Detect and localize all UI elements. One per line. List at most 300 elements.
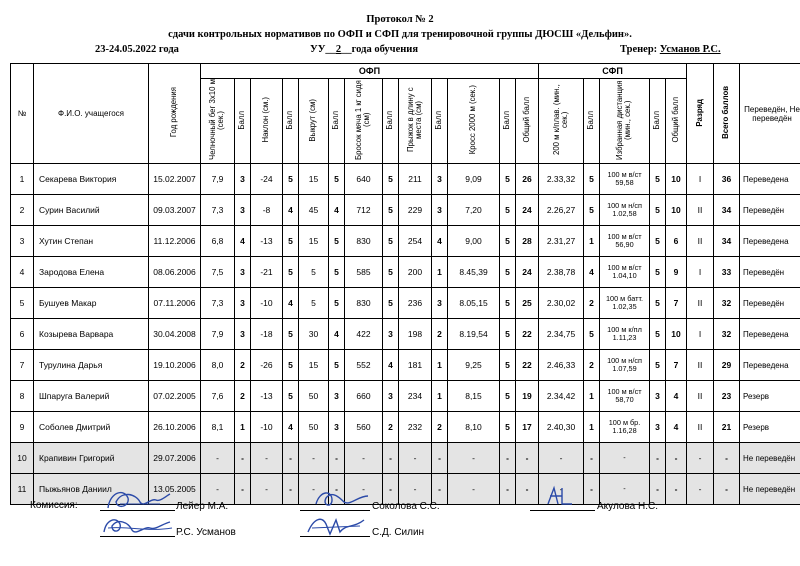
signature-2 <box>98 510 178 540</box>
jump-up-value: - <box>299 443 329 474</box>
all-points: 21 <box>714 412 740 443</box>
swim200-value: 2.38,78 <box>539 257 584 288</box>
throw-score: 2 <box>383 412 399 443</box>
throw-value: 830 <box>345 288 383 319</box>
swim200-value: 2.40,30 <box>539 412 584 443</box>
col-score: Балл <box>235 79 251 164</box>
cross-score: - <box>500 474 516 505</box>
sfp-total: 10 <box>666 195 687 226</box>
shuttle-value: - <box>201 474 235 505</box>
sfp-total: 6 <box>666 226 687 257</box>
student-name: Зародова Елена <box>34 257 149 288</box>
rank: - <box>687 443 714 474</box>
long-jump-score: 3 <box>432 288 448 319</box>
jump-up-score: 4 <box>329 195 345 226</box>
throw-value: 712 <box>345 195 383 226</box>
student-name: Бушуев Макар <box>34 288 149 319</box>
shuttle-value: 6,8 <box>201 226 235 257</box>
rank: II <box>687 288 714 319</box>
commission-member-1: Лейер М.А. <box>176 501 229 512</box>
rank: II <box>687 381 714 412</box>
jump-up-score: 3 <box>329 381 345 412</box>
swim200-value: 2.30,02 <box>539 288 584 319</box>
table-row <box>11 257 800 288</box>
jump-up-value: 45 <box>299 195 329 226</box>
rank: II <box>687 226 714 257</box>
swim200-score: 5 <box>584 195 600 226</box>
signature-5 <box>540 482 580 510</box>
col-birth: Год рождения <box>149 64 201 164</box>
bend-score: 4 <box>283 412 299 443</box>
jump-up-value: 30 <box>299 319 329 350</box>
col-chosen: Избранная дистанция (мин., сек.) <box>600 79 650 164</box>
jump-up-value: 50 <box>299 381 329 412</box>
chosen-distance: - <box>600 474 650 505</box>
jump-up-value: 5 <box>299 288 329 319</box>
table-row <box>11 443 800 474</box>
row-num: 11 <box>11 474 34 505</box>
all-points: 34 <box>714 195 740 226</box>
shuttle-score: 3 <box>235 164 251 195</box>
bend-value: - <box>251 443 283 474</box>
transfer-status: Резерв <box>740 381 800 412</box>
col-score: Балл <box>584 79 600 164</box>
jump-up-score: 4 <box>329 319 345 350</box>
transfer-status: Резерв <box>740 412 800 443</box>
throw-value: 422 <box>345 319 383 350</box>
sfp-total: 9 <box>666 257 687 288</box>
cross-value: 8.19,54 <box>448 319 500 350</box>
table-row <box>11 319 800 350</box>
swim200-value: 2.46,33 <box>539 350 584 381</box>
sfp-group: СФП <box>539 64 687 79</box>
all-points: 34 <box>714 226 740 257</box>
col-score: Балл <box>432 79 448 164</box>
sfp-total: - <box>666 443 687 474</box>
long-jump-score: 1 <box>432 350 448 381</box>
row-num: 4 <box>11 257 34 288</box>
transfer-status: Не переведён <box>740 474 800 505</box>
commission-member-2: Р.С. Усманов <box>176 527 236 538</box>
chosen-distance: 100 м в/ст 59,58 <box>600 164 650 195</box>
cross-score: 5 <box>500 381 516 412</box>
cross-score: 5 <box>500 319 516 350</box>
jump-up-score: 5 <box>329 288 345 319</box>
chosen-distance: 100 м н/сп 1.02,58 <box>600 195 650 226</box>
swim200-score: - <box>584 474 600 505</box>
chosen-distance: 100 м в/ст 56,90 <box>600 226 650 257</box>
ofp-group: ОФП <box>201 64 539 79</box>
col-sfp-total: Общий балл <box>666 79 687 164</box>
throw-score: 5 <box>383 164 399 195</box>
bend-score: - <box>283 443 299 474</box>
chosen-distance: 100 м батт. 1.02,35 <box>600 288 650 319</box>
throw-value: 552 <box>345 350 383 381</box>
transfer-status: Переведена <box>740 226 800 257</box>
col-swim200: 200 м к/плав. (мин., сек.) <box>539 79 584 164</box>
bend-value: -13 <box>251 381 283 412</box>
cross-score: 5 <box>500 412 516 443</box>
col-throw: Бросок мяча 1 кг сидя (см) <box>345 79 383 164</box>
student-name: Козырева Варвара <box>34 319 149 350</box>
commission-member-4: С.Д. Силин <box>372 527 425 538</box>
swim200-score: 2 <box>584 288 600 319</box>
sfp-total: - <box>666 474 687 505</box>
table-row <box>11 412 800 443</box>
col-score: Балл <box>283 79 299 164</box>
long-jump-score: - <box>432 474 448 505</box>
sfp-total: 7 <box>666 350 687 381</box>
ofp-total: - <box>516 443 539 474</box>
throw-score: 5 <box>383 288 399 319</box>
swim200-score: 5 <box>584 164 600 195</box>
long-jump-score: 1 <box>432 257 448 288</box>
chosen-distance: 100 м к/пл 1.11,23 <box>600 319 650 350</box>
throw-value: 830 <box>345 226 383 257</box>
cross-value: 9,09 <box>448 164 500 195</box>
long-jump-score: 4 <box>432 226 448 257</box>
all-points: 32 <box>714 319 740 350</box>
cross-value: 9,25 <box>448 350 500 381</box>
all-points: - <box>714 474 740 505</box>
throw-score: - <box>383 474 399 505</box>
shuttle-value: - <box>201 443 235 474</box>
throw-score: - <box>383 443 399 474</box>
jump-up-score: - <box>329 443 345 474</box>
cross-value: 8.05,15 <box>448 288 500 319</box>
bend-value: -21 <box>251 257 283 288</box>
jump-up-score: 5 <box>329 350 345 381</box>
shuttle-score: - <box>235 474 251 505</box>
jump-up-value: 15 <box>299 164 329 195</box>
chosen-score: 3 <box>650 412 666 443</box>
swim200-value: 2.34,75 <box>539 319 584 350</box>
table-row <box>11 195 800 226</box>
col-jump-up: Выкрут (см) <box>299 79 329 164</box>
shuttle-score: 2 <box>235 350 251 381</box>
ofp-total: 22 <box>516 350 539 381</box>
bend-value: -26 <box>251 350 283 381</box>
swim200-score: 2 <box>584 350 600 381</box>
transfer-status: Переведена <box>740 350 800 381</box>
birth-date: 26.10.2006 <box>149 412 201 443</box>
transfer-status: Переведён <box>740 288 800 319</box>
birth-date: 29.07.2006 <box>149 443 201 474</box>
row-num: 8 <box>11 381 34 412</box>
student-name: Крапивин Григорий <box>34 443 149 474</box>
shuttle-score: 3 <box>235 319 251 350</box>
row-num: 6 <box>11 319 34 350</box>
col-all-points: Всего баллов <box>714 64 740 164</box>
student-name: Секарева Виктория <box>34 164 149 195</box>
chosen-score: - <box>650 443 666 474</box>
row-num: 5 <box>11 288 34 319</box>
jump-up-value: 15 <box>299 226 329 257</box>
transfer-status: Переведён <box>740 257 800 288</box>
jump-up-value: 15 <box>299 350 329 381</box>
chosen-score: 5 <box>650 164 666 195</box>
commission-member-3: Соколова С.С. <box>372 501 440 512</box>
table-row <box>11 226 800 257</box>
jump-up-score: - <box>329 474 345 505</box>
rank: - <box>687 474 714 505</box>
shuttle-score: 3 <box>235 257 251 288</box>
jump-up-score: 5 <box>329 257 345 288</box>
cross-score: 5 <box>500 350 516 381</box>
long-jump-value: 234 <box>399 381 432 412</box>
ofp-total: 17 <box>516 412 539 443</box>
student-name: Шпаруга Валерий <box>34 381 149 412</box>
shuttle-value: 7,5 <box>201 257 235 288</box>
col-bend: Наклон (см.) <box>251 79 283 164</box>
ofp-total: 25 <box>516 288 539 319</box>
bend-score: 5 <box>283 350 299 381</box>
shuttle-value: 8,1 <box>201 412 235 443</box>
ofp-total: 24 <box>516 195 539 226</box>
bend-score: 5 <box>283 164 299 195</box>
signature-line-5 <box>530 510 595 511</box>
row-num: 1 <box>11 164 34 195</box>
commission-label: Комиссия: <box>30 500 78 511</box>
cross-value: 7,20 <box>448 195 500 226</box>
col-rank: Разряд <box>687 64 714 164</box>
ofp-total: 26 <box>516 164 539 195</box>
swim200-score: 1 <box>584 226 600 257</box>
throw-score: 5 <box>383 257 399 288</box>
cross-value: 9,00 <box>448 226 500 257</box>
signature-4 <box>302 510 370 540</box>
student-name: Сурин Василий <box>34 195 149 226</box>
long-jump-value: 254 <box>399 226 432 257</box>
birth-date: 30.04.2008 <box>149 319 201 350</box>
bend-score: - <box>283 474 299 505</box>
all-points: - <box>714 443 740 474</box>
ofp-total: 28 <box>516 226 539 257</box>
col-score: Балл <box>500 79 516 164</box>
student-name: Турулина Дарья <box>34 350 149 381</box>
bend-score: 4 <box>283 195 299 226</box>
col-num: № <box>11 64 34 164</box>
bend-score: 5 <box>283 226 299 257</box>
cross-score: 5 <box>500 195 516 226</box>
row-num: 2 <box>11 195 34 226</box>
long-jump-value: 198 <box>399 319 432 350</box>
throw-value: 585 <box>345 257 383 288</box>
swim200-value: 2.33,32 <box>539 164 584 195</box>
table-row <box>11 350 800 381</box>
cross-score: 5 <box>500 226 516 257</box>
jump-up-value: 5 <box>299 257 329 288</box>
student-name: Пыжьянов Даниил <box>34 474 149 505</box>
throw-value: - <box>345 443 383 474</box>
birth-date: 07.02.2005 <box>149 381 201 412</box>
shuttle-value: 7,6 <box>201 381 235 412</box>
shuttle-score: 4 <box>235 226 251 257</box>
throw-score: 3 <box>383 381 399 412</box>
row-num: 7 <box>11 350 34 381</box>
swim200-score: 1 <box>584 412 600 443</box>
shuttle-value: 7,3 <box>201 195 235 226</box>
row-num: 3 <box>11 226 34 257</box>
coach: Тренер: Усманов Р.С. <box>620 44 721 55</box>
chosen-score: - <box>650 474 666 505</box>
shuttle-value: 7,3 <box>201 288 235 319</box>
sfp-total: 10 <box>666 164 687 195</box>
protocol-dates: 23-24.05.2022 года <box>95 44 179 55</box>
all-points: 23 <box>714 381 740 412</box>
protocol-title: Протокол № 2 <box>366 14 434 25</box>
col-transferred: Переведён, Не переведён <box>740 64 800 164</box>
rank: II <box>687 195 714 226</box>
all-points: 33 <box>714 257 740 288</box>
ofp-total: - <box>516 474 539 505</box>
shuttle-score: - <box>235 443 251 474</box>
rank: I <box>687 319 714 350</box>
cross-score: 5 <box>500 164 516 195</box>
cross-value: 8.45,39 <box>448 257 500 288</box>
long-jump-score: 2 <box>432 412 448 443</box>
chosen-distance: 100 м бр. 1.16,28 <box>600 412 650 443</box>
all-points: 29 <box>714 350 740 381</box>
birth-date: 09.03.2007 <box>149 195 201 226</box>
bend-score: 5 <box>283 381 299 412</box>
swim200-value: - <box>539 443 584 474</box>
long-jump-value: 181 <box>399 350 432 381</box>
student-name: Хутин Степан <box>34 226 149 257</box>
long-jump-value: 232 <box>399 412 432 443</box>
birth-date: 11.12.2006 <box>149 226 201 257</box>
long-jump-score: - <box>432 443 448 474</box>
birth-date: 08.06.2006 <box>149 257 201 288</box>
table-row <box>11 164 800 195</box>
cross-score: 5 <box>500 288 516 319</box>
cross-value: 8,15 <box>448 381 500 412</box>
transfer-status: Переведён <box>740 195 800 226</box>
sfp-total: 7 <box>666 288 687 319</box>
transfer-status: Переведена <box>740 319 800 350</box>
chosen-score: 3 <box>650 381 666 412</box>
rank: I <box>687 164 714 195</box>
chosen-score: 5 <box>650 319 666 350</box>
swim200-score: 5 <box>584 319 600 350</box>
table-row <box>11 288 800 319</box>
throw-score: 5 <box>383 195 399 226</box>
shuttle-score: 2 <box>235 381 251 412</box>
jump-up-value: - <box>299 474 329 505</box>
long-jump-value: 229 <box>399 195 432 226</box>
col-name: Ф.И.О. учащегося <box>34 64 149 164</box>
cross-value: 8,10 <box>448 412 500 443</box>
chosen-score: 5 <box>650 257 666 288</box>
birth-date: 07.11.2006 <box>149 288 201 319</box>
throw-value: 640 <box>345 164 383 195</box>
jump-up-value: 50 <box>299 412 329 443</box>
bend-value: -13 <box>251 226 283 257</box>
bend-score: 5 <box>283 319 299 350</box>
shuttle-score: 3 <box>235 288 251 319</box>
long-jump-score: 3 <box>432 195 448 226</box>
chosen-distance: 100 м в/ст 58,70 <box>600 381 650 412</box>
all-points: 32 <box>714 288 740 319</box>
bend-value: -8 <box>251 195 283 226</box>
sfp-total: 10 <box>666 319 687 350</box>
rank: II <box>687 412 714 443</box>
student-name: Соболев Дмитрий <box>34 412 149 443</box>
throw-score: 5 <box>383 226 399 257</box>
col-shuttle: Челночный бег 3х10 м (сек.) <box>201 79 235 164</box>
swim200-value: - <box>539 474 584 505</box>
shuttle-value: 7,9 <box>201 164 235 195</box>
chosen-distance: 100 м в/ст 1.04,10 <box>600 257 650 288</box>
jump-up-score: 5 <box>329 226 345 257</box>
long-jump-score: 3 <box>432 164 448 195</box>
rank: II <box>687 350 714 381</box>
swim200-score: - <box>584 443 600 474</box>
rank: I <box>687 257 714 288</box>
long-jump-value: 200 <box>399 257 432 288</box>
shuttle-value: 7,9 <box>201 319 235 350</box>
transfer-status: Переведена <box>740 164 800 195</box>
chosen-score: 5 <box>650 195 666 226</box>
ofp-total: 19 <box>516 381 539 412</box>
table-row <box>11 381 800 412</box>
transfer-status: Не переведён <box>740 443 800 474</box>
bend-value: -10 <box>251 288 283 319</box>
birth-date: 19.10.2006 <box>149 350 201 381</box>
sfp-total: 4 <box>666 381 687 412</box>
cross-score: - <box>500 443 516 474</box>
cross-value: - <box>448 443 500 474</box>
commission-member-5: Акулова Н.С. <box>597 501 658 512</box>
col-ofp-total: Общий балл <box>516 79 539 164</box>
long-jump-value: - <box>399 443 432 474</box>
swim200-value: 2.34,42 <box>539 381 584 412</box>
ofp-total: 22 <box>516 319 539 350</box>
all-points: 36 <box>714 164 740 195</box>
long-jump-score: 2 <box>432 319 448 350</box>
jump-up-score: 3 <box>329 412 345 443</box>
long-jump-score: 1 <box>432 381 448 412</box>
chosen-score: 5 <box>650 350 666 381</box>
bend-value: - <box>251 474 283 505</box>
birth-date: 13.05.2005 <box>149 474 201 505</box>
bend-value: -24 <box>251 164 283 195</box>
bend-score: 5 <box>283 257 299 288</box>
long-jump-value: 236 <box>399 288 432 319</box>
chosen-score: 5 <box>650 288 666 319</box>
bend-value: -10 <box>251 412 283 443</box>
swim200-value: 2.26,27 <box>539 195 584 226</box>
cross-value: - <box>448 474 500 505</box>
shuttle-value: 8,0 <box>201 350 235 381</box>
cross-score: 5 <box>500 257 516 288</box>
chosen-distance: - <box>600 443 650 474</box>
throw-score: 3 <box>383 319 399 350</box>
throw-value: - <box>345 474 383 505</box>
bend-value: -18 <box>251 319 283 350</box>
birth-date: 15.02.2007 <box>149 164 201 195</box>
col-score: Балл <box>650 79 666 164</box>
chosen-distance: 100 м н/сп 1.07,59 <box>600 350 650 381</box>
shuttle-score: 3 <box>235 195 251 226</box>
protocol-subtitle: сдачи контрольных нормативов по ОФП и СФП для тренировочной группы ДЮСШ «Дельфин». <box>168 29 632 40</box>
sfp-total: 4 <box>666 412 687 443</box>
chosen-score: 5 <box>650 226 666 257</box>
row-num: 9 <box>11 412 34 443</box>
col-cross: Кросс 2000 м (сек.) <box>448 79 500 164</box>
throw-score: 4 <box>383 350 399 381</box>
swim200-score: 4 <box>584 257 600 288</box>
